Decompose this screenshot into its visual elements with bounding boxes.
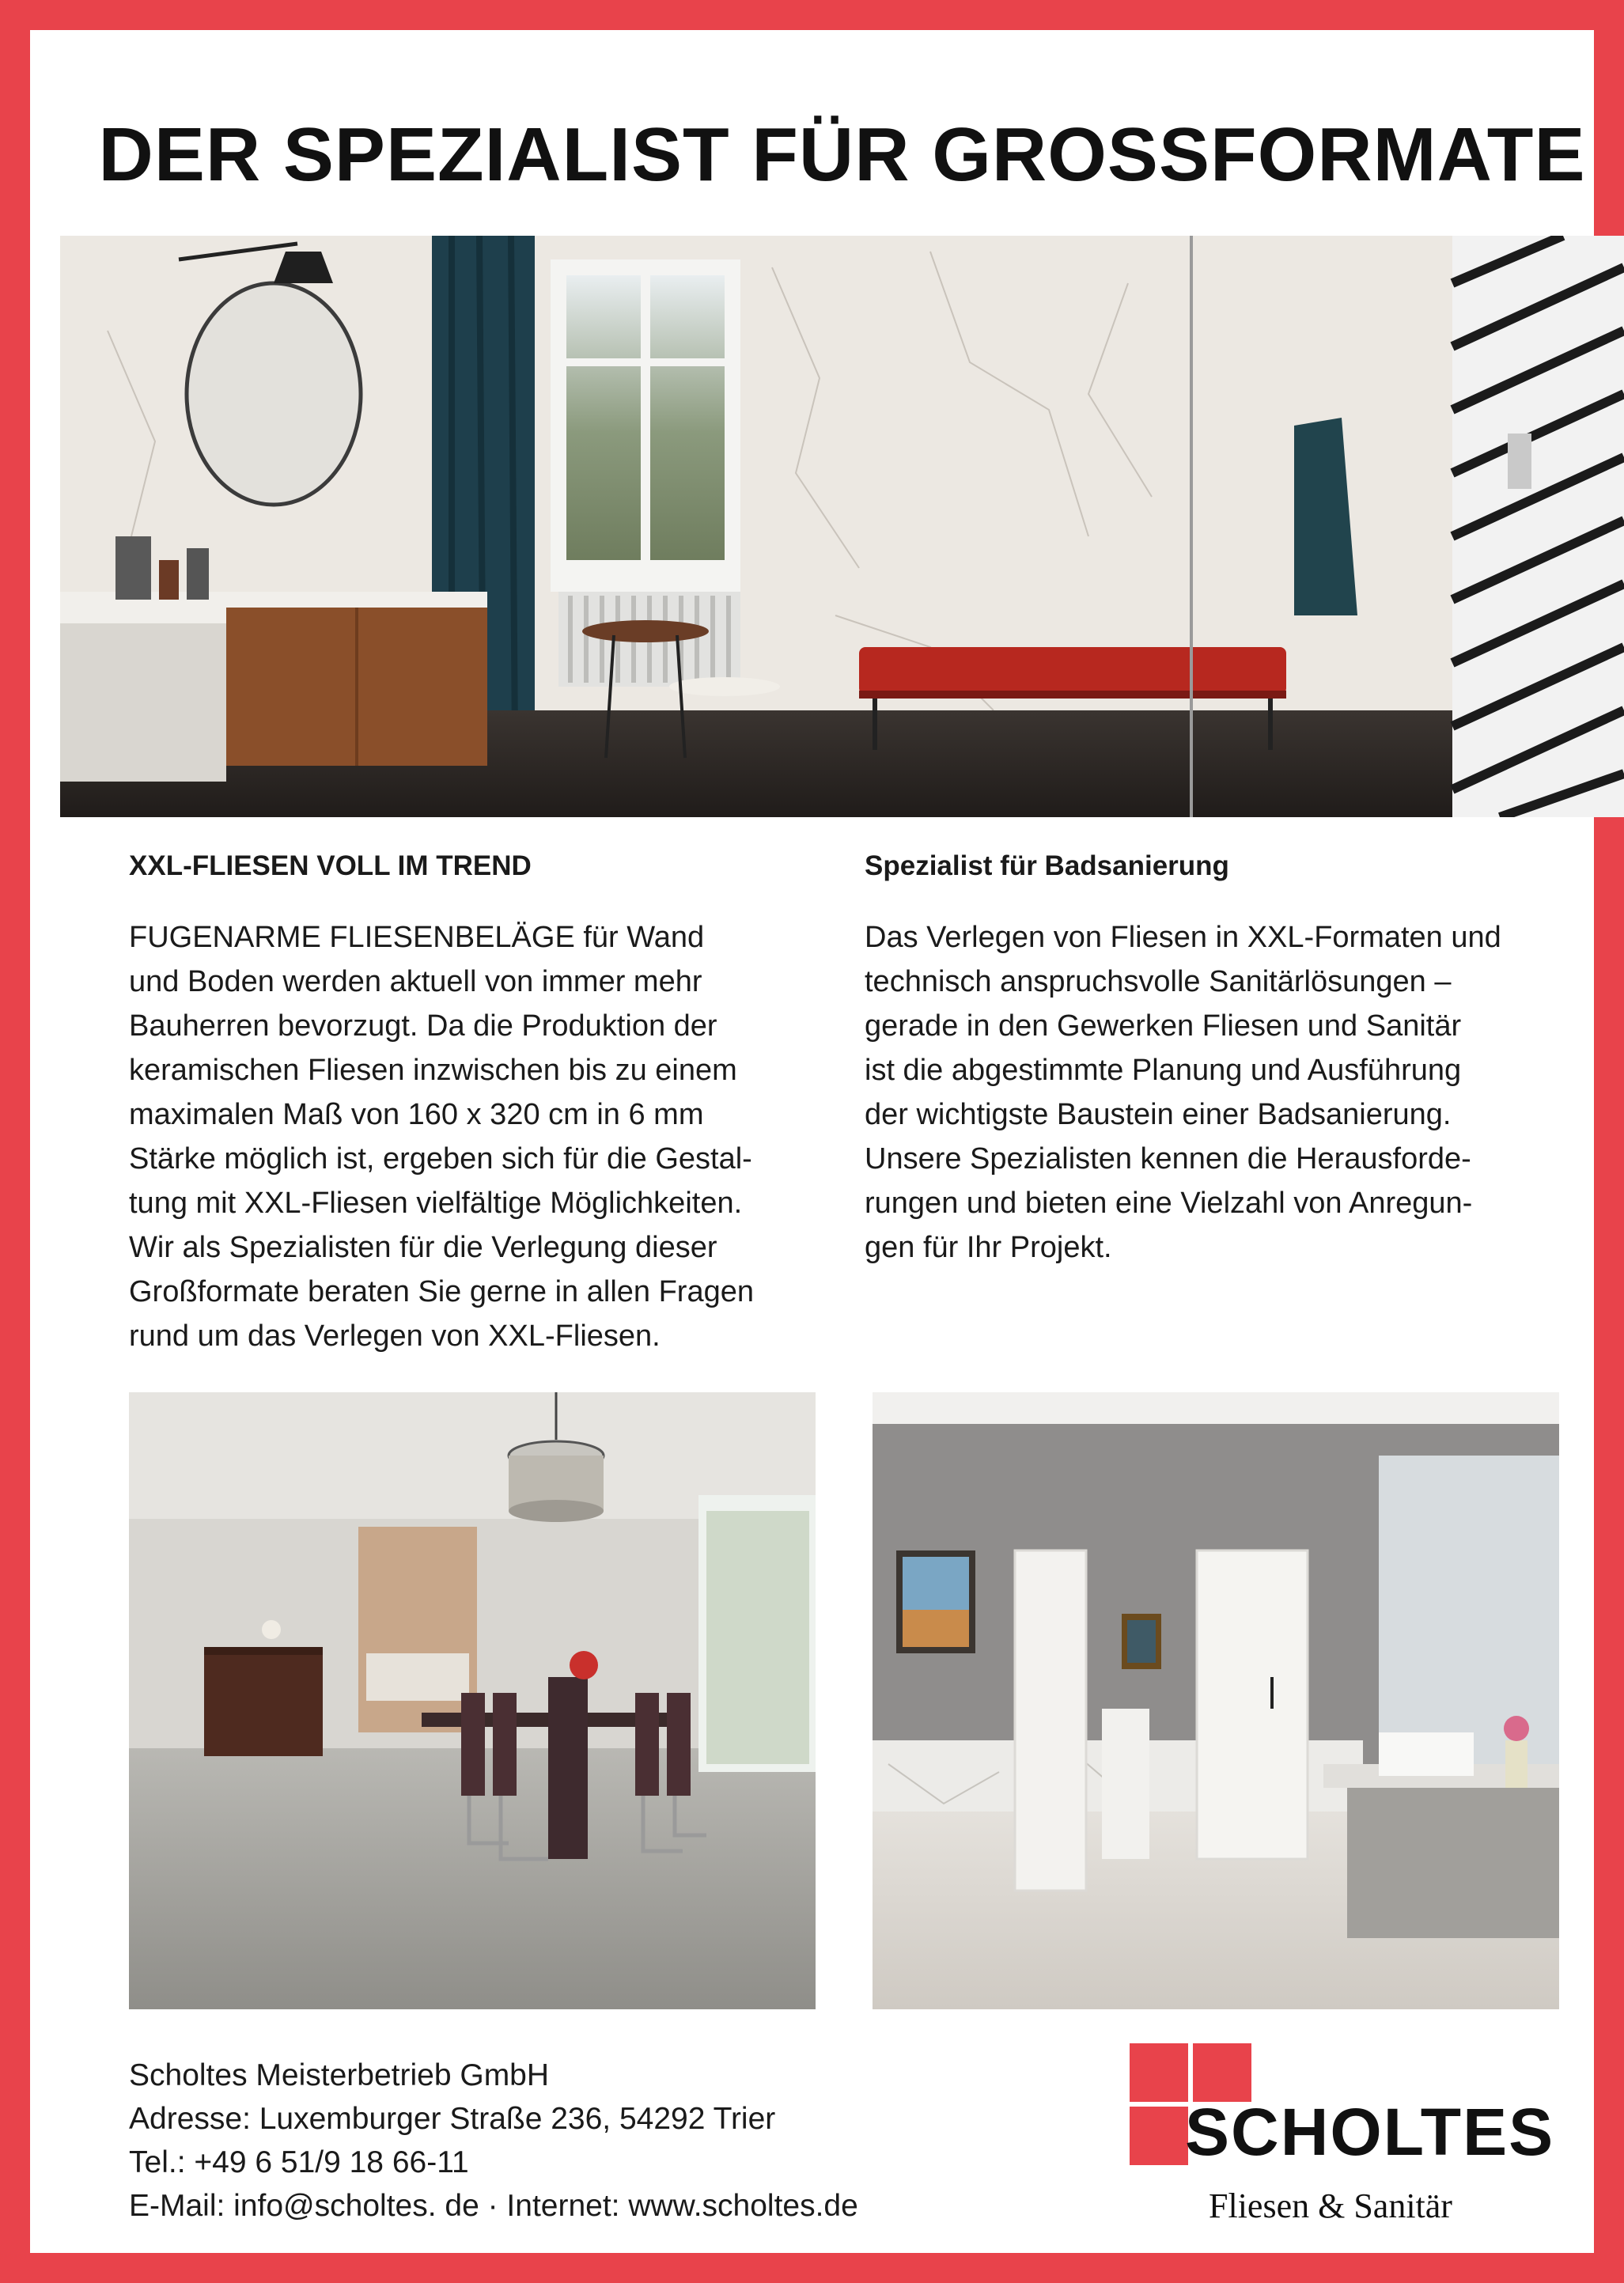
scholtes-logo	[1130, 2043, 1573, 2233]
page-headline: DER SPEZIALIST FÜR GROSSFORMATE	[98, 112, 1586, 197]
left-column-body: FUGENARME FLIESENBELÄGE für Wand und Boden werden aktuell von immer mehr Bauherren bevorzugt. Da die Produktion der keramischen Fliesen inzwischen bis zu einem maximalen Maß von 160 x 320 cm in 6 mm Stärke möglich ist, ergeben sich für die Gestal- tung mit XXL-Fliesen vielfältige Möglichkeiten. Wir als Spezialisten für die Verlegung dieser Großformate beraten Sie gerne in allen Fragen rund um das Verlegen von XXL-Fliesen.	[129, 921, 754, 1353]
logo-wordmark: SCHOLTES	[1185, 2095, 1555, 2169]
contact-block	[129, 2054, 999, 2228]
logo-square	[1130, 2043, 1188, 2102]
hero-bathroom-photo	[60, 236, 1624, 817]
right-column-title: Spezialist für Badsanierung	[865, 850, 1229, 881]
bathroom-photo	[873, 1392, 1559, 2009]
company-name: Scholtes Meisterbetrieb GmbH	[129, 2058, 550, 2092]
email-web-line: E-Mail: info@scholtes. de · Internet: www.scholtes.de	[129, 2189, 858, 2223]
right-column	[865, 849, 1577, 1270]
logo-square	[1130, 2107, 1188, 2165]
phone-line: Tel.: +49 6 51/9 18 66-11	[129, 2145, 469, 2179]
left-column	[129, 849, 825, 1358]
logo-square	[1193, 2043, 1251, 2102]
left-column-title: XXL-FLIESEN VOLL IM TREND	[129, 850, 532, 881]
logo-tagline: Fliesen & Sanitär	[1209, 2186, 1452, 2225]
right-column-body: Das Verlegen von Fliesen in XXL-Formaten und technisch anspruchsvolle Sanitärlösungen – gerade in den Gewerken Fliesen und Sanitär ist die abgestimmte Planung und Ausführung der wichtigste Baustein einer Badsanierung. Unsere Spezialisten kennen die Herausforde- rungen und bieten eine Vielzahl von Anregun- gen für Ihr Projekt.	[865, 921, 1501, 1264]
address-line: Adresse: Luxemburger Straße 236, 54292 Trier	[129, 2102, 776, 2136]
dining-room-photo	[129, 1392, 816, 2009]
